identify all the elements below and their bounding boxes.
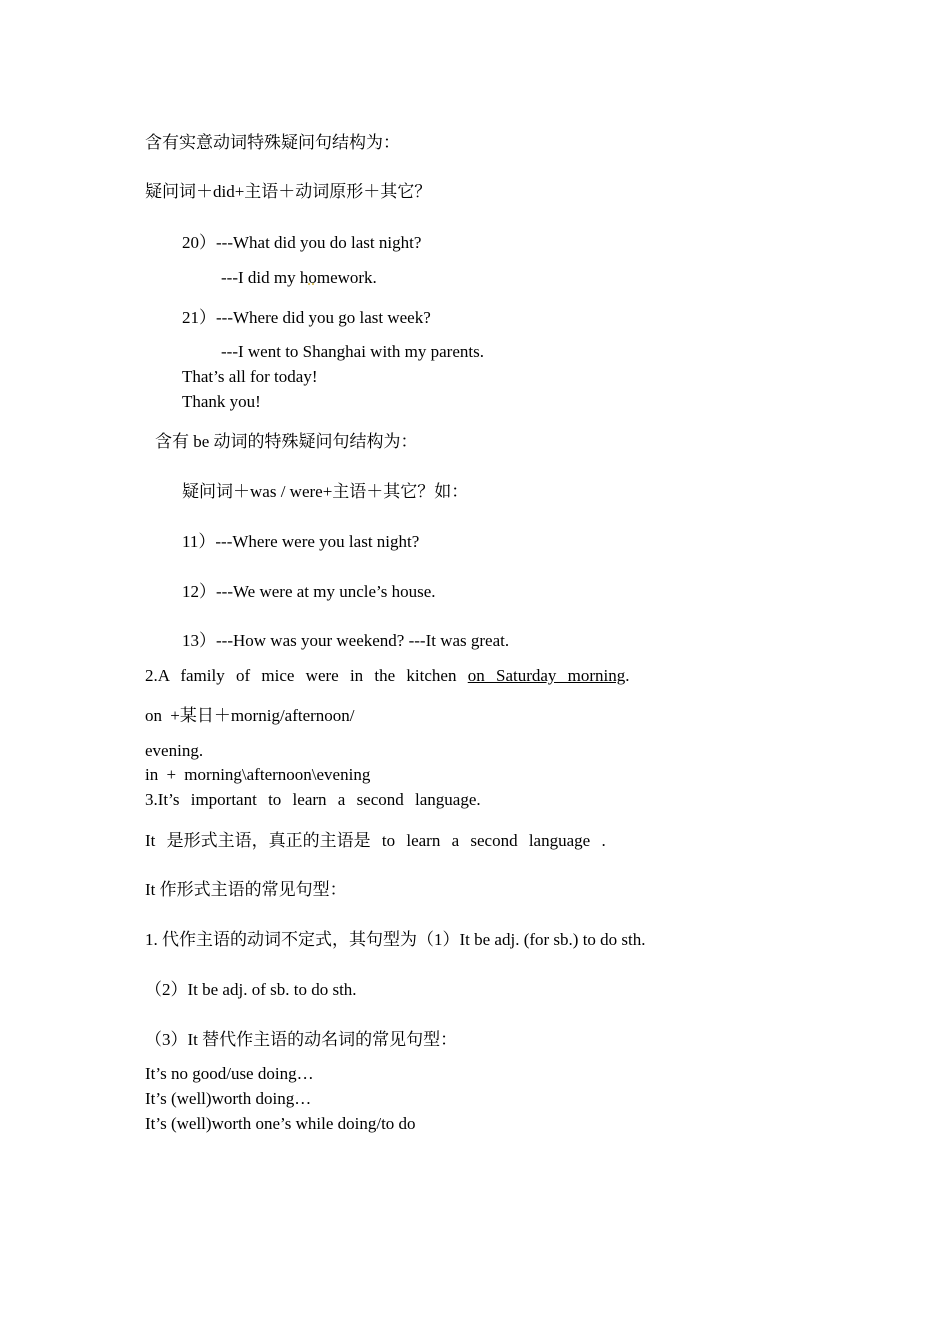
- closing-line-1: That’s all for today!: [182, 367, 318, 386]
- rule-on: on +某日＋mornig/afternoon/: [145, 706, 355, 725]
- heading-notional-verb-questions: 含有实意动词特殊疑问句结构为：: [145, 133, 400, 152]
- example-20-answer: ---I did my homework.: [221, 268, 377, 287]
- sentence-3: 3.It’s important to learn a second language.: [145, 790, 481, 809]
- heading-be-verb-questions: 含有 be 动词的特殊疑问句结构为：: [155, 432, 418, 451]
- example-20-question: 20）---What did you do last night?: [182, 233, 422, 252]
- closing-line-2: Thank you!: [182, 392, 261, 411]
- gerund-pattern-3: It’s (well)worth one’s while doing/to do: [145, 1114, 416, 1133]
- rule-in: in + morning\afternoon\evening: [145, 765, 371, 784]
- example-12: 12）---We were at my uncle’s house.: [182, 582, 436, 601]
- pattern-1: 1. 代作主语的动词不定式，其句型为（1）It be adj. (for sb.) to do sth.: [145, 930, 646, 949]
- structure-did-questions: 疑问词＋did+主语＋动词原形＋其它？: [145, 182, 432, 201]
- underlined-phrase: on Saturday morning: [467, 666, 626, 685]
- example-13: 13）---How was your weekend? ---It was great.: [182, 631, 510, 650]
- example-21-answer: ---I went to Shanghai with my parents.: [221, 342, 484, 361]
- gerund-pattern-1: It’s no good/use doing…: [145, 1064, 314, 1083]
- heading-formal-subject-patterns: It 作形式主语的常见句型：: [145, 880, 347, 899]
- example-21-question: 21）---Where did you go last week?: [182, 308, 431, 327]
- formal-subject-note: It 是形式主语，真正的主语是 to learn a second language .: [145, 831, 606, 850]
- example-11: 11）---Where were you last night?: [182, 532, 420, 551]
- gerund-pattern-2: It’s (well)worth doing…: [145, 1089, 312, 1108]
- rule-on-cont: evening.: [145, 741, 204, 760]
- pattern-3: （3）It 替代作主语的动名词的常见句型：: [145, 1030, 458, 1049]
- sentence-2: 2.A family of mice were in the kitchen on Saturday morning.: [145, 666, 630, 685]
- structure-was-were-questions: 疑问词＋was / were+主语＋其它？如：: [182, 482, 469, 501]
- pattern-2: （2）It be adj. of sb. to do sth.: [145, 980, 357, 999]
